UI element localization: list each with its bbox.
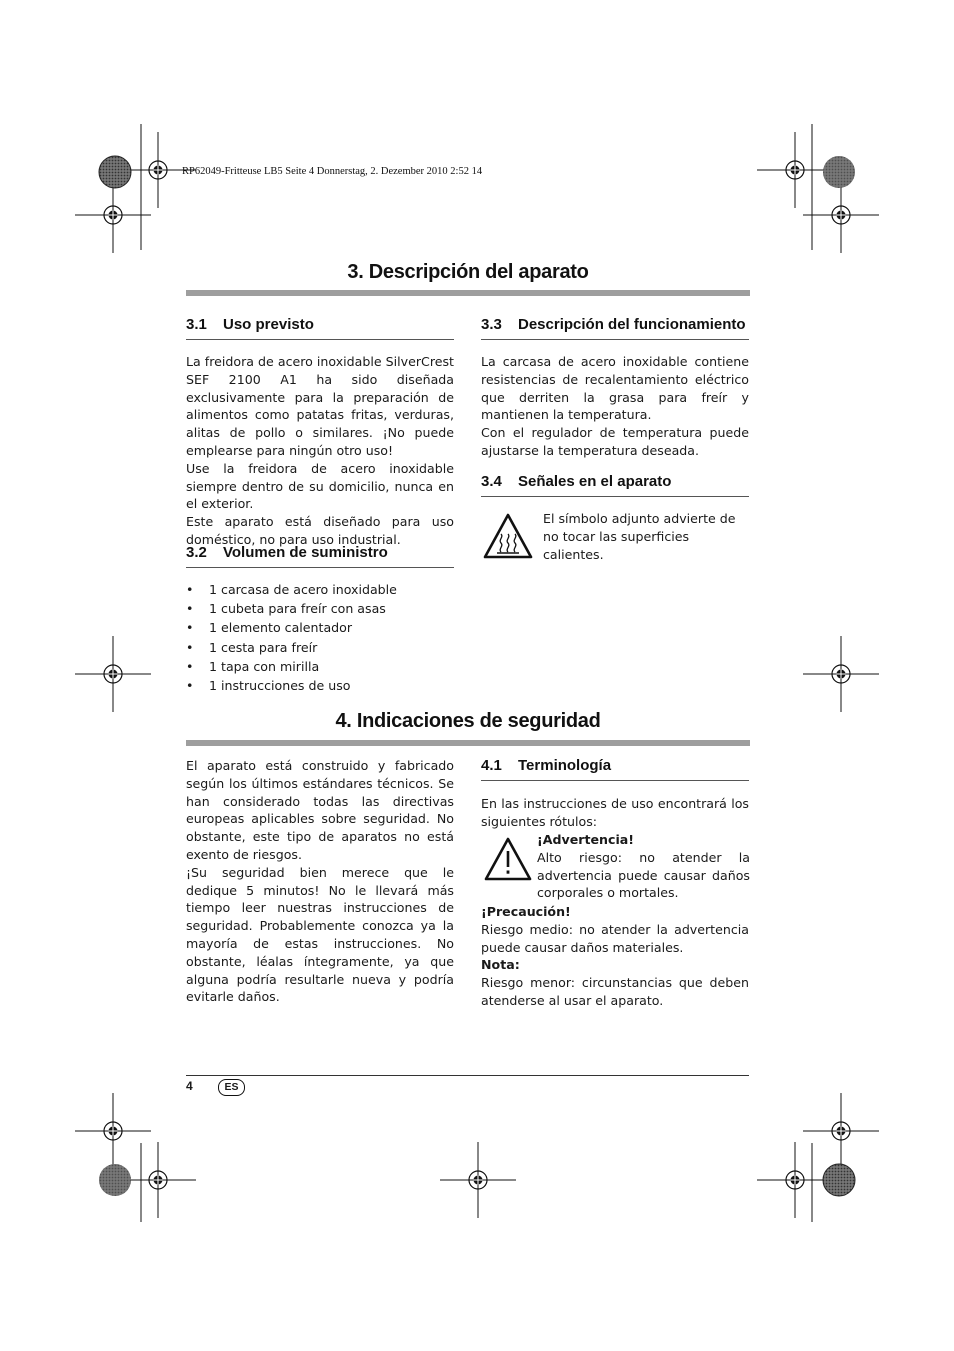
caution-label: ¡Precaución! <box>481 904 571 919</box>
paragraph: Use la freidora de acero inoxidable siempre dentro de su domicilio, nunca en el exterior. <box>186 460 454 512</box>
list-item: • 1 carcasa de acero inoxidable <box>186 580 454 599</box>
paragraph: Este aparato está diseñado para uso doméstico, no para uso industrial. <box>186 514 454 547</box>
list-item: • 1 cesta para freír <box>186 638 454 657</box>
paragraph: Con el regulador de temperatura puede ajustarse la temperatura deseada. <box>481 425 749 458</box>
heading-number: 3.3 <box>481 316 502 333</box>
note-text: Riesgo menor: circunstancias que deben atenderse al usar el aparato. <box>481 975 749 1008</box>
heading-text: Descripción del funcionamiento <box>518 316 746 333</box>
language-badge: ES <box>218 1079 245 1096</box>
seguridad-text <box>186 757 454 1006</box>
heading-number: 3.2 <box>186 544 207 561</box>
supply-list <box>186 580 454 695</box>
section-4-title: 4. Indicaciones de seguridad <box>335 710 601 732</box>
heading-text: Volumen de suministro <box>223 544 388 561</box>
heading-text: Terminología <box>518 757 612 774</box>
print-slug: RP62049-Fritteuse LB5 Seite 4 Donnerstag, 2. Dezember 2010 2:52 14 <box>182 166 483 177</box>
list-item: • 1 cubeta para freír con asas <box>186 599 454 618</box>
section-3-rule <box>186 290 750 296</box>
warning-block <box>537 831 750 902</box>
footer-rule <box>186 1075 749 1076</box>
caution-block <box>481 903 749 1010</box>
paragraph: La freidora de acero inoxidable SilverCrest SEF 2100 A1 ha sido diseñada exclusivamente para la preparación de alimentos como patatas fritas, verduras, alitas de pollo o similares. ¡No puede emplearse para ningún otro uso! <box>186 354 454 458</box>
section-4-rule <box>186 740 750 746</box>
heading-number: 4.1 <box>481 757 502 774</box>
funcionamiento-text <box>481 353 749 460</box>
warning-icon <box>483 836 533 882</box>
heading-3-1 <box>186 316 454 340</box>
warning-text: Alto riesgo: no atender la advertencia puede causar daños corporales o mortales. <box>537 849 750 901</box>
warning-label: ¡Advertencia! <box>537 832 635 847</box>
heading-3-3 <box>481 316 749 340</box>
caution-text: Riesgo medio: no atender la advertencia puede causar daños materiales. <box>481 921 749 955</box>
heading-text: Señales en el aparato <box>518 473 672 490</box>
heading-text: Uso previsto <box>223 316 314 333</box>
note-label: Nota: <box>481 957 520 973</box>
heading-3-4 <box>481 473 749 497</box>
heading-number: 3.4 <box>481 473 502 490</box>
list-item: • 1 elemento calentador <box>186 618 454 637</box>
terminologia-intro: En las instrucciones de uso encontrará los siguientes rótulos: <box>481 796 749 829</box>
hot-surface-warning-icon <box>482 512 534 560</box>
hot-surface-text: El símbolo adjunto advierte de no tocar las superficies calientes. <box>543 511 736 562</box>
list-item: • 1 instrucciones de uso <box>186 676 454 695</box>
heading-3-2 <box>186 544 454 568</box>
paragraph: La carcasa de acero inoxidable contiene resistencias de recalentamiento eléctrico que derriten la grasa para freír y mantienen la temperatura. <box>481 354 749 423</box>
heading-4-1 <box>481 757 749 781</box>
uso-previsto-text <box>186 353 454 549</box>
paragraph: El aparato está construido y fabricado según los últimos estándares técnicos. Se han considerado todas las directivas europeas aplicables sobre seguridad. No obstante, este tipo de aparatos no está exento de riesgos. <box>186 758 454 862</box>
section-3-title: 3. Descripción del aparato <box>347 261 589 283</box>
paragraph: ¡Su seguridad bien merece que le dedique 5 minutos! No le llevará más tiempo leer nuestras instrucciones de seguridad. Probablemente conozca ya la mayoría de estas instrucciones. No obstante, léalas íntegramente, ya que alguna podría resultarle nueva y podría evitarle daños. <box>186 864 454 1005</box>
page-number: 4 <box>186 1079 193 1093</box>
list-item: • 1 tapa con mirilla <box>186 657 454 676</box>
heading-number: 3.1 <box>186 316 207 333</box>
